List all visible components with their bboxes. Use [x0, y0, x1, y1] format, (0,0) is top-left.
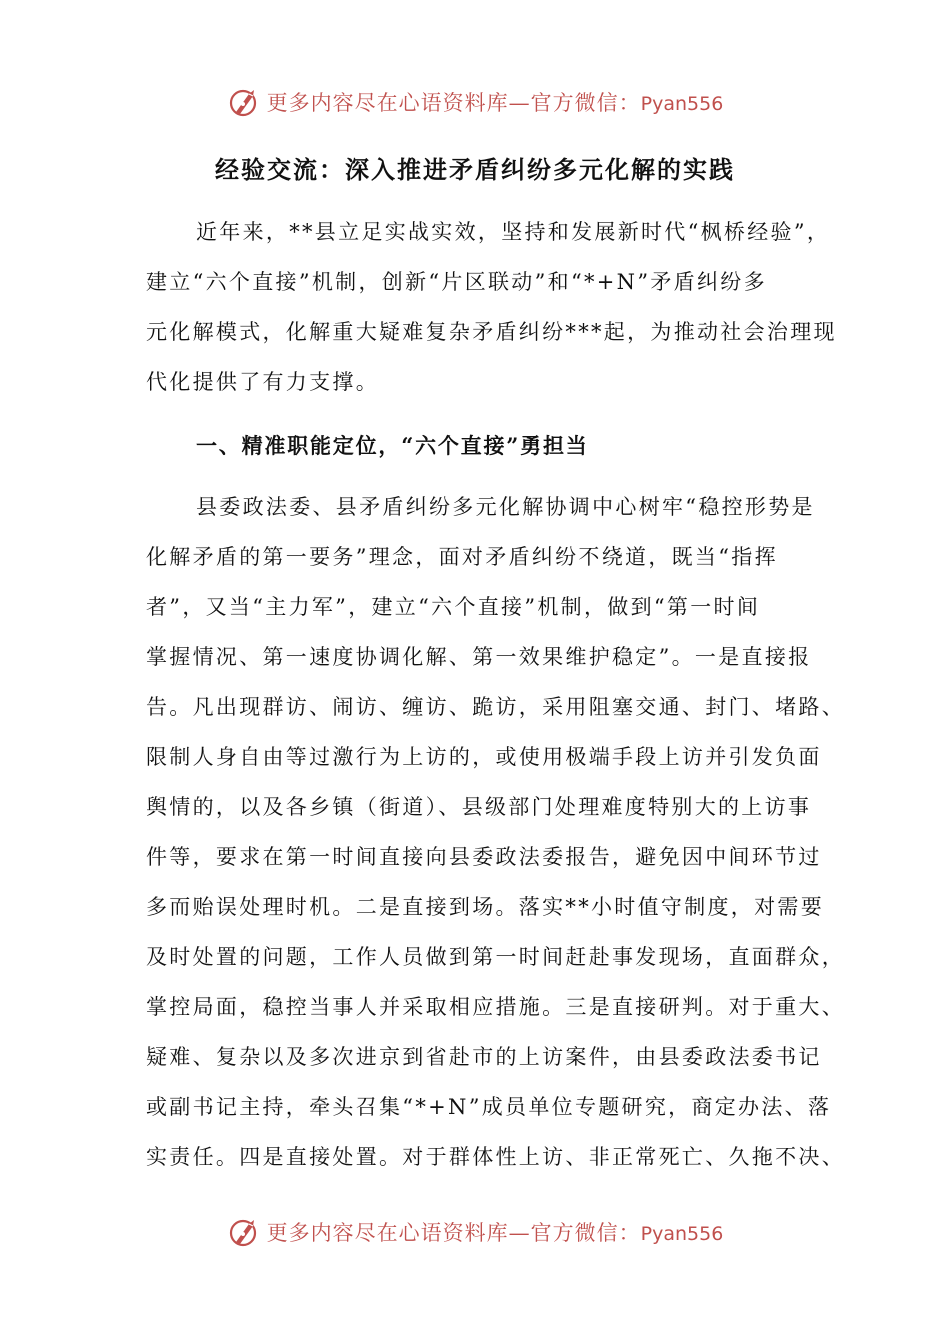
paragraph-line: 建立“六个直接”机制，创新“片区联动”和“*+N”矛盾纠纷多 — [146, 270, 767, 294]
paragraph-line: 实责任。四是直接处置。对于群体性上访、非正常死亡、久拖不决、 — [146, 1145, 845, 1169]
paragraph-line: 元化解模式，化解重大疑难复杂矛盾纠纷***起，为推动社会治理现 — [146, 320, 837, 344]
paragraph-line: 者”，又当“主力军”，建立“六个直接”机制，做到“第一时间 — [146, 595, 761, 619]
paragraph-line: 化解矛盾的第一要务”理念，面对矛盾纠纷不绕道，既当“指挥 — [146, 545, 778, 569]
paragraph-line: 告。凡出现群访、闹访、缠访、跪访，采用阻塞交通、封门、堵路、 — [146, 695, 845, 719]
watermark-wechat-label: 官方微信： — [530, 91, 641, 115]
pen-nib-logo-icon — [227, 84, 263, 120]
watermark-account: Pyan556 — [640, 1223, 724, 1245]
watermark-banner-top — [0, 80, 950, 124]
watermark-text — [267, 87, 724, 117]
paragraph-line: 及时处置的问题，工作人员做到第一时间赶赴事发现场，直面群众， — [146, 945, 845, 969]
paragraph-line: 限制人身自由等过激行为上访的，或使用极端手段上访并引发负面 — [146, 745, 822, 769]
paragraph-line: 多而贻误处理时机。二是直接到场。落实**小时值守制度，对需要 — [146, 895, 824, 919]
paragraph-line: 近年来，**县立足实战实效，坚持和发展新时代“枫桥经验”， — [196, 220, 831, 244]
watermark-dash: — — [508, 91, 531, 115]
paragraph-line: 掌握情况、第一速度协调化解、第一效果维护稳定”。一是直接报 — [146, 645, 812, 669]
paragraph-line: 疑难、复杂以及多次进京到省赴市的上访案件，由县委政法委书记 — [146, 1045, 822, 1069]
watermark-main-text: 更多内容尽在心语资料库 — [266, 91, 509, 115]
paragraph-line: 舆情的，以及各乡镇（街道）、县级部门处理难度特别大的上访事 — [146, 795, 812, 819]
watermark-wechat-label: 官方微信： — [530, 1221, 641, 1245]
pen-nib-logo-icon — [227, 1214, 263, 1250]
paragraph-line: 或副书记主持，牵头召集“*+N”成员单位专题研究，商定办法、落 — [146, 1095, 832, 1119]
document-title: 经验交流：深入推进矛盾纠纷多元化解的实践 — [215, 155, 735, 184]
watermark-account: Pyan556 — [640, 93, 724, 115]
section-heading: 一、精准职能定位，“六个直接”勇担当 — [196, 433, 589, 458]
paragraph-line: 掌控局面，稳控当事人并采取相应措施。三是直接研判。对于重大、 — [146, 995, 845, 1019]
watermark-banner-bottom — [0, 1210, 950, 1254]
paragraph-line: 件等，要求在第一时间直接向县委政法委报告，避免因中间环节过 — [146, 845, 822, 869]
paragraph-line: 代化提供了有力支撑。 — [146, 370, 379, 394]
watermark-text — [267, 1217, 724, 1247]
watermark-main-text: 更多内容尽在心语资料库 — [266, 1221, 509, 1245]
paragraph-line: 县委政法委、县矛盾纠纷多元化解协调中心树牢“稳控形势是 — [196, 495, 815, 519]
watermark-dash: — — [508, 1221, 531, 1245]
